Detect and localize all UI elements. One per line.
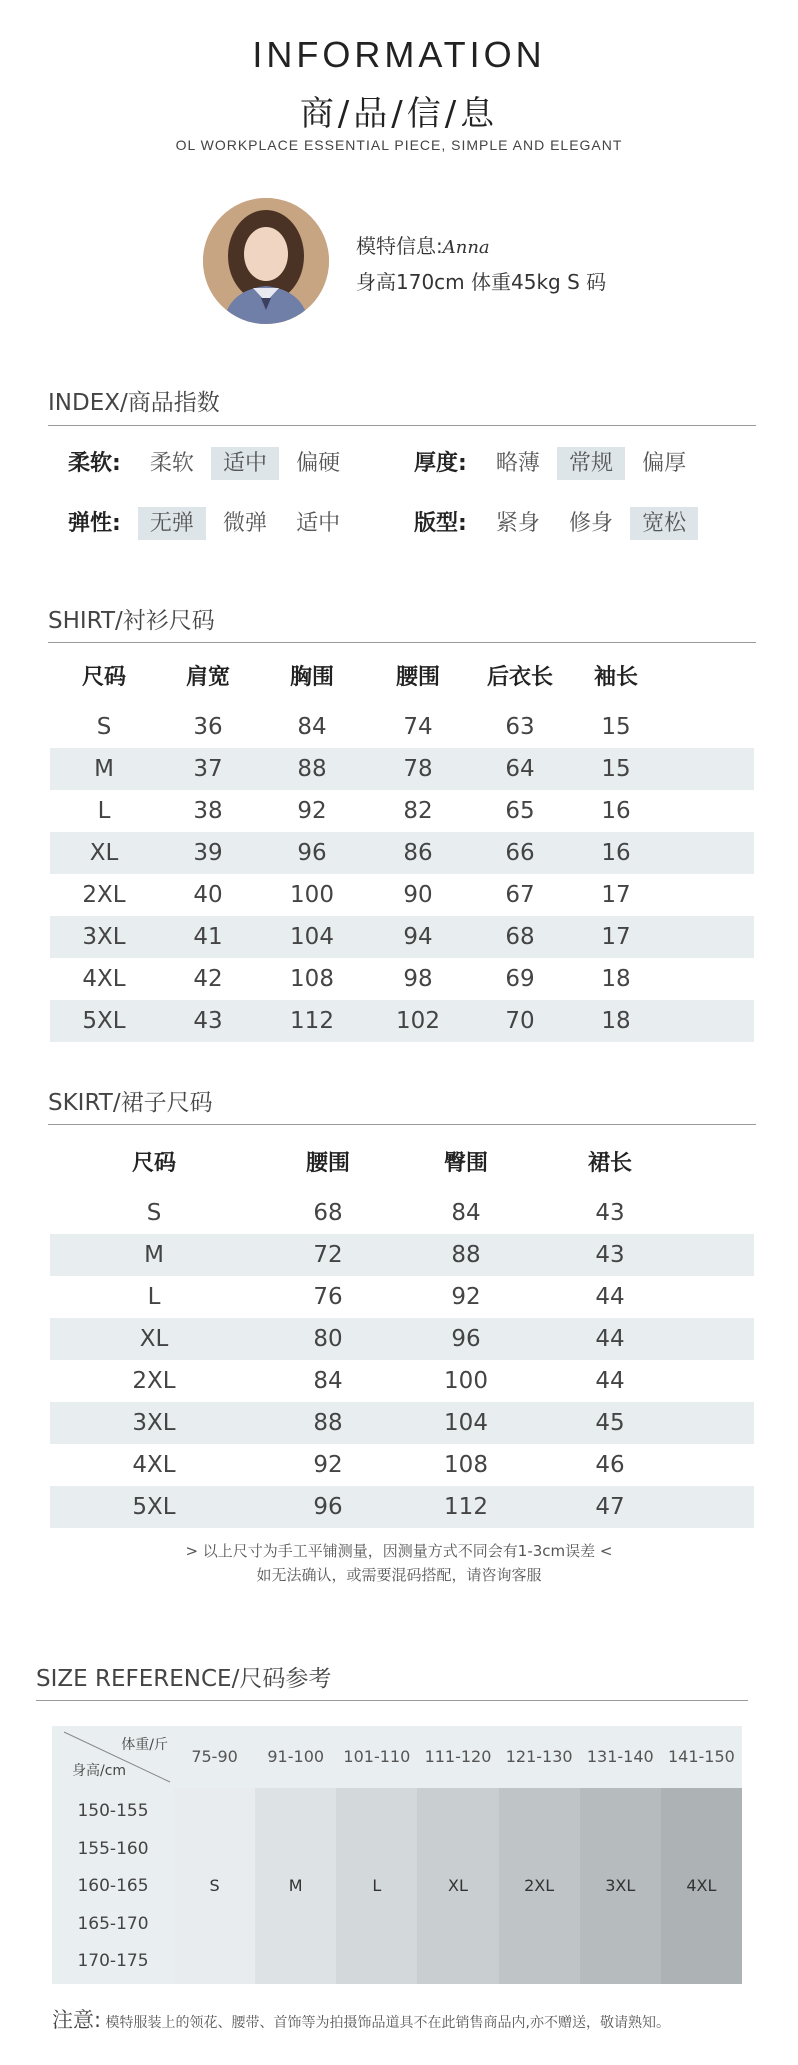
index-option: 适中 — [296, 511, 341, 536]
index-group-elasticity — [68, 506, 352, 537]
column-header: 尺码 — [81, 664, 126, 690]
table-cell: 69 — [505, 966, 535, 992]
shirt-size-table — [50, 644, 754, 1042]
index-label: 柔软: — [68, 451, 121, 476]
weight-range: 121-130 — [505, 1747, 573, 1766]
skirt-size-table — [50, 1130, 754, 1528]
weight-range: 91-100 — [267, 1747, 325, 1766]
size-band: L — [336, 1788, 417, 1984]
height-range: 160-165 — [77, 1876, 149, 1897]
index-option: 偏硬 — [296, 451, 341, 476]
table-cell: 44 — [534, 1318, 686, 1360]
table-cell: 4XL — [132, 1452, 176, 1478]
table-cell: XL — [50, 1318, 258, 1360]
table-row — [50, 916, 754, 958]
size-reference-title: SIZE REFERENCE/尺码参考 — [36, 1666, 332, 1692]
table-row — [50, 1000, 754, 1042]
table-cell: 38 — [193, 798, 223, 824]
model-portrait-image — [203, 198, 329, 324]
table-cell: 43 — [534, 1234, 686, 1276]
table-cell: 67 — [505, 882, 535, 908]
table-cell: 74 — [403, 714, 433, 740]
table-cell: 90 — [403, 882, 433, 908]
table-cell: L — [147, 1284, 161, 1310]
table-header-row — [50, 644, 754, 706]
column-header: 胸围 — [289, 664, 334, 690]
table-cell: 39 — [158, 832, 258, 874]
index-option: 柔软 — [149, 451, 194, 476]
table-cell: 40 — [193, 882, 223, 908]
table-cell: 92 — [451, 1284, 481, 1310]
table-cell: 16 — [570, 832, 662, 874]
skirt-title: SKIRT/裙子尺码 — [48, 1090, 213, 1116]
column-header: 肩宽 — [185, 664, 230, 690]
table-row — [50, 1402, 754, 1444]
table-cell: 41 — [158, 916, 258, 958]
column-header: 腰围 — [395, 664, 440, 690]
footer-note — [52, 2004, 670, 2034]
table-row — [50, 1234, 754, 1276]
table-cell: 46 — [595, 1452, 625, 1478]
shirt-divider — [48, 642, 756, 643]
table-cell: S — [146, 1200, 162, 1226]
table-cell: 86 — [366, 832, 470, 874]
table-cell: L — [97, 798, 111, 824]
table-row — [50, 1444, 754, 1486]
table-row — [50, 1318, 754, 1360]
table-cell: 104 — [398, 1402, 534, 1444]
column-header: 臀围 — [443, 1150, 488, 1176]
table-cell: 18 — [601, 966, 631, 992]
table-row — [50, 1192, 754, 1234]
table-cell: M — [50, 1234, 258, 1276]
table-cell: 37 — [158, 748, 258, 790]
index-title: INDEX/商品指数 — [48, 390, 220, 416]
index-label: 弹性: — [68, 511, 121, 536]
header-subtitle: OL WORKPLACE ESSENTIAL PIECE, SIMPLE AND ELEGANT — [175, 137, 623, 153]
height-axis-label: 身高/cm — [72, 1763, 127, 1779]
table-row — [50, 706, 754, 748]
table-cell: 2XL — [82, 882, 126, 908]
column-header: 尺码 — [131, 1150, 176, 1176]
table-cell: 64 — [470, 748, 570, 790]
table-cell: 5XL — [50, 1486, 258, 1528]
height-range: 155-160 — [77, 1838, 149, 1859]
table-cell: 84 — [297, 714, 327, 740]
table-cell: 17 — [601, 882, 631, 908]
table-cell: XL — [50, 832, 158, 874]
table-cell: 5XL — [50, 1000, 158, 1042]
table-cell: 16 — [601, 798, 631, 824]
table-cell: 68 — [313, 1200, 343, 1226]
table-row — [50, 1276, 754, 1318]
index-label: 厚度: — [414, 451, 467, 476]
table-cell: 17 — [570, 916, 662, 958]
table-header-row — [50, 1130, 754, 1192]
table-cell: 82 — [403, 798, 433, 824]
header-title-en: INFORMATION — [252, 34, 546, 75]
table-row — [50, 748, 754, 790]
weight-range: 131-140 — [586, 1747, 654, 1766]
table-cell: 44 — [595, 1368, 625, 1394]
index-option: 微弹 — [223, 511, 268, 536]
footer-note-text: 模特服装上的领花、腰带、首饰等为拍摄饰品道具不在此销售商品内,亦不赠送，敬请熟知。 — [105, 2015, 670, 2031]
table-cell: 18 — [570, 1000, 662, 1042]
table-cell: 88 — [258, 1402, 398, 1444]
table-cell: 112 — [258, 1000, 366, 1042]
table-cell: 70 — [470, 1000, 570, 1042]
table-row — [50, 790, 754, 832]
table-row — [50, 1360, 754, 1402]
table-cell: 47 — [534, 1486, 686, 1528]
table-cell: 36 — [193, 714, 223, 740]
column-header: 袖长 — [593, 664, 638, 690]
column-header: 裙长 — [587, 1150, 632, 1176]
index-divider — [48, 425, 756, 426]
weight-range: 75-90 — [191, 1747, 238, 1766]
index-option-selected: 常规 — [557, 447, 625, 480]
table-cell: 108 — [290, 966, 334, 992]
table-cell: 72 — [258, 1234, 398, 1276]
header-title-cn: 商/品/信/息 — [299, 94, 499, 134]
size-reference-table — [52, 1726, 742, 1984]
table-cell: 65 — [505, 798, 535, 824]
table-cell: M — [50, 748, 158, 790]
table-cell: 92 — [313, 1452, 343, 1478]
table-row — [50, 832, 754, 874]
model-label: 模特信息: — [356, 234, 443, 258]
table-cell: 3XL — [50, 916, 158, 958]
table-cell: S — [96, 714, 112, 740]
model-stats: 身高170cm 体重45kg S 码 — [356, 270, 607, 294]
index-option-selected: 无弹 — [138, 507, 206, 540]
table-cell: 76 — [313, 1284, 343, 1310]
index-option: 修身 — [569, 511, 614, 536]
table-cell: 45 — [534, 1402, 686, 1444]
table-row — [50, 958, 754, 1000]
index-option: 偏厚 — [642, 451, 687, 476]
table-cell: 43 — [158, 1000, 258, 1042]
table-cell: 80 — [258, 1318, 398, 1360]
model-signature: Anna — [442, 237, 490, 258]
table-cell: 100 — [290, 882, 334, 908]
size-band: 4XL — [661, 1788, 742, 1984]
contact-note: 如无法确认，或需要混码搭配，请咨询客服 — [256, 1566, 542, 1584]
table-cell: 63 — [505, 714, 535, 740]
table-cell: 43 — [595, 1200, 625, 1226]
table-cell: 66 — [470, 832, 570, 874]
table-row — [50, 1486, 754, 1528]
table-cell: 100 — [444, 1368, 488, 1394]
table-cell: 88 — [398, 1234, 534, 1276]
diagonal-header-cell — [52, 1726, 174, 1788]
table-cell: 96 — [398, 1318, 534, 1360]
table-cell: 15 — [601, 714, 631, 740]
column-header: 腰围 — [305, 1150, 350, 1176]
size-band: 3XL — [580, 1788, 661, 1984]
index-option: 略薄 — [495, 451, 540, 476]
table-cell: 108 — [444, 1452, 488, 1478]
index-option: 紧身 — [495, 511, 540, 536]
table-cell: 94 — [366, 916, 470, 958]
table-cell: 84 — [451, 1200, 481, 1226]
height-range: 150-155 — [77, 1801, 149, 1821]
table-cell: 112 — [398, 1486, 534, 1528]
index-group-thickness — [414, 446, 698, 477]
table-cell: 102 — [366, 1000, 470, 1042]
size-band: 2XL — [499, 1788, 580, 1984]
model-avatar — [203, 198, 329, 324]
footer-note-label: 注意: — [52, 2008, 102, 2032]
table-cell: 3XL — [50, 1402, 258, 1444]
index-label: 版型: — [414, 511, 467, 536]
measurement-note: > 以上尺寸为手工平铺测量，因测量方式不同会有1-3cm误差 < — [185, 1542, 613, 1560]
table-cell: 44 — [595, 1284, 625, 1310]
table-cell: 68 — [470, 916, 570, 958]
table-cell: 92 — [297, 798, 327, 824]
weight-range: 141-150 — [667, 1747, 735, 1766]
table-cell: 84 — [313, 1368, 343, 1394]
size-band: XL — [417, 1788, 498, 1984]
table-cell: 15 — [570, 748, 662, 790]
table-cell: 2XL — [132, 1368, 176, 1394]
size-band: S — [174, 1788, 255, 1984]
table-cell: 98 — [403, 966, 433, 992]
height-range: 165-170 — [77, 1913, 149, 1934]
index-group-fit — [414, 506, 698, 537]
table-cell: 78 — [366, 748, 470, 790]
size-band: M — [255, 1788, 336, 1984]
table-cell: 42 — [193, 966, 223, 992]
shirt-title: SHIRT/衬衫尺码 — [48, 608, 215, 634]
index-option-selected: 适中 — [211, 447, 279, 480]
weight-range: 111-120 — [424, 1747, 492, 1766]
table-cell: 4XL — [82, 966, 126, 992]
model-info — [356, 230, 490, 259]
index-option-selected: 宽松 — [630, 507, 698, 540]
index-group-softness — [68, 446, 352, 477]
column-header: 后衣长 — [486, 664, 553, 690]
table-cell: 104 — [258, 916, 366, 958]
weight-axis-label: 体重/斤 — [121, 1737, 168, 1753]
table-row — [50, 874, 754, 916]
weight-range: 101-110 — [343, 1747, 411, 1766]
skirt-divider — [48, 1124, 756, 1125]
table-cell: 96 — [258, 832, 366, 874]
table-cell: 96 — [258, 1486, 398, 1528]
height-range: 170-175 — [77, 1951, 149, 1972]
table-cell: 88 — [258, 748, 366, 790]
size-reference-divider — [36, 1700, 748, 1701]
